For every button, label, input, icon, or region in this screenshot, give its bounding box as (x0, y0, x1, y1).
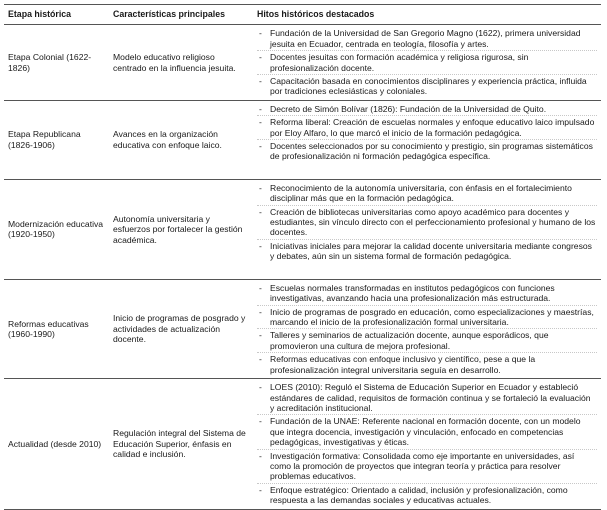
bullet-dash: - (259, 103, 262, 114)
list-item (257, 117, 597, 140)
bullet-dash: - (259, 28, 262, 39)
table-row (4, 179, 601, 279)
bullet-dash: - (259, 52, 262, 63)
hito-text: Reforma liberal: Creación de escuelas normales y enfoque educativo laico impulsado por Eloy Alfaro, lo que marcó el inicio de la formación pedagógica. (270, 117, 595, 138)
list-item (257, 416, 597, 449)
hito-text: Docentes jesuitas con formación académica y religiosa rigurosa, sin profesionalización docente. (270, 52, 529, 73)
list-item (257, 485, 597, 507)
bullet-dash: - (259, 354, 262, 365)
bullet-dash: - (259, 240, 262, 251)
hitos-cell (253, 25, 601, 100)
bullet-dash: - (259, 206, 262, 217)
hitos-list (257, 183, 597, 263)
list-item (257, 141, 597, 163)
hito-text: Fundación de la Universidad de San Gregorio Magno (1622), primera universidad jesuita en Ecuador, centrada en teología, filosofía y artes. (270, 28, 581, 49)
list-item (257, 451, 597, 484)
list-item (257, 76, 597, 98)
hito-text: Creación de bibliotecas universitarias como apoyo académico para docentes y estudiantes, sin vínculo directo con el perfeccionamiento profesional y humano de los docentes. (270, 206, 596, 238)
list-item (257, 307, 597, 330)
hitos-cell (253, 179, 601, 279)
caracteristicas-cell: Avances en la organización educativa con enfoque laico. (109, 100, 253, 179)
etapa-cell: Modernización educativa (1920-1950) (4, 179, 109, 279)
table-row (4, 379, 601, 509)
hitos-cell (253, 279, 601, 378)
hito-text: Docentes seleccionados por su conocimiento y prestigio, sin programas sistemáticos de profesionalización ni formación pedagógica específica. (270, 141, 593, 162)
hito-text: Inicio de programas de posgrado en educación, como especializaciones y maestrías, marcando el inicio de la profesionalización formal universitaria. (270, 306, 594, 328)
list-item (257, 207, 597, 240)
list-item (257, 28, 597, 51)
bullet-dash: - (259, 306, 262, 317)
bullet-dash: - (259, 416, 262, 427)
hito-text: Decreto de Simón Bolívar (1826): Fundación de la Universidad de Quito. (270, 103, 547, 114)
table-header-row (4, 5, 601, 25)
table-row (4, 279, 601, 378)
etapa-cell: Etapa Colonial (1622-1826) (4, 25, 109, 100)
table-body (4, 25, 601, 509)
list-item (257, 330, 597, 353)
hito-text: Reconocimiento de la autonomía universitaria, con énfasis en el fortalecimiento disciplinar más que en la formación pedagógica. (270, 182, 572, 204)
table-row (4, 25, 601, 100)
hito-text: Enfoque estratégico: Orientado a calidad, inclusión y profesionalización, como respuesta a las demandas sociales y educativas actuales. (270, 484, 568, 506)
caracteristicas-cell: Autonomía universitaria y esfuerzos por fortalecer la gestión académica. (109, 179, 253, 279)
bullet-dash: - (259, 182, 262, 193)
hito-text: Fundación de la UNAE: Referente nacional en formación docente, con un modelo que integra docencia, investigación y vinculación, enfocado en competencias pedagógicas, investigativas y éticas. (270, 416, 581, 448)
header-hitos: Hitos históricos destacados (253, 5, 601, 25)
list-item (257, 241, 597, 263)
bullet-dash: - (259, 76, 262, 87)
hito-text: Iniciativas iniciales para mejorar la calidad docente universitaria mediante congresos y debates, aún sin un sistema formal de formación pedagógica. (270, 240, 592, 262)
hitos-cell (253, 100, 601, 179)
bullet-dash: - (259, 117, 262, 128)
list-item (257, 283, 597, 306)
list-item (257, 183, 597, 206)
hitos-list (257, 283, 597, 376)
bullet-dash: - (259, 141, 262, 152)
list-item (257, 354, 597, 376)
caracteristicas-cell: Inicio de programas de posgrado y actividades de actualización docente. (109, 279, 253, 378)
caracteristicas-cell: Regulación integral del Sistema de Educación Superior, énfasis en calidad e inclusión. (109, 379, 253, 509)
list-item (257, 104, 597, 116)
hito-text: Escuelas normales transformadas en institutos pedagógicos con funciones investigativas, avanzando hacia una profesionalización más estructurada. (270, 282, 555, 304)
list-item (257, 52, 597, 75)
bullet-dash: - (259, 450, 262, 461)
bullet-dash: - (259, 282, 262, 293)
hitos-list (257, 28, 597, 97)
hito-text: Talleres y seminarios de actualización docente, aunque esporádicos, que promovieron una cultura de mejora profesional. (270, 330, 549, 351)
header-etapa: Etapa histórica (4, 5, 109, 25)
etapa-cell: Reformas educativas (1960-1990) (4, 279, 109, 378)
hito-text: LOES (2010): Reguló el Sistema de Educación Superior en Ecuador y estableció estándares de calidad, requisitos de formación continua y se fortaleció la evaluación y acreditación institucional. (270, 382, 591, 413)
etapa-cell: Etapa Republicana (1826-1906) (4, 100, 109, 179)
bullet-dash: - (259, 382, 262, 393)
hito-text: Capacitación basada en conocimientos disciplinares y experiencia práctica, influida por tradiciones eclesiásticas y coloniales. (270, 76, 587, 97)
historical-stages-table (4, 4, 601, 510)
header-caracteristicas: Características principales (109, 5, 253, 25)
caracteristicas-cell: Modelo educativo religioso centrado en la influencia jesuita. (109, 25, 253, 100)
table-row (4, 100, 601, 179)
hito-text: Investigación formativa: Consolidada como eje importante en universidades, así como la promoción de proyectos que integran teoría y práctica para resolver problemas educativos. (270, 450, 575, 482)
list-item (257, 382, 597, 415)
hitos-list (257, 104, 597, 163)
hito-text: Reformas educativas con enfoque inclusivo y científico, pese a que la profesionalización integral universitaria seguía en desarrollo. (270, 354, 536, 375)
etapa-cell: Actualidad (desde 2010) (4, 379, 109, 509)
hitos-cell (253, 379, 601, 509)
bullet-dash: - (259, 484, 262, 495)
bullet-dash: - (259, 330, 262, 341)
